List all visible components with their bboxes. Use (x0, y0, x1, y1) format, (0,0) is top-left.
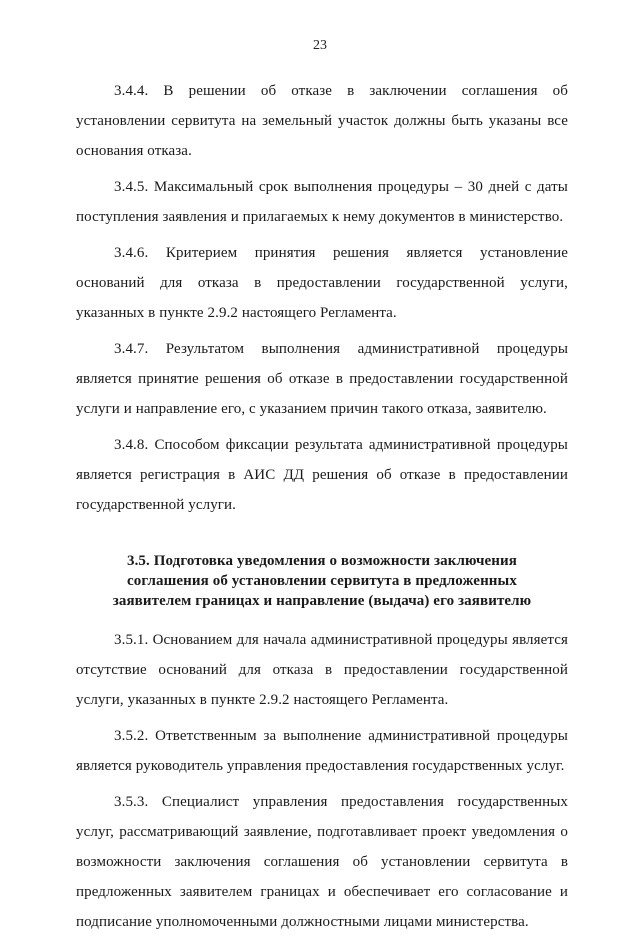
section-heading-3-5: 3.5. Подготовка уведомления о возможности заключения соглашения об установлении сервитута в предложенных заявителем границах и направление (выдача) его заявителю (112, 553, 532, 609)
page-number: 23 (313, 38, 327, 53)
paragraph-3-4-4: 3.4.4. В решении об отказе в заключении соглашения об установлении сервитута на земельный участок должны быть указаны все основания отказа. (76, 83, 568, 159)
paragraph-3-4-5: 3.4.5. Максимальный срок выполнения процедуры – 30 дней с даты поступления заявления и прилагаемых к нему документов в министерство. (76, 179, 568, 225)
paragraph-3-5-2: 3.5.2. Ответственным за выполнение административной процедуры является руководитель управления предоставления государственных услуг. (76, 728, 568, 774)
document-body (76, 76, 568, 943)
paragraph-3-4-6: 3.4.6. Критерием принятия решения является установление оснований для отказа в предоставлении государственной услуги, указанных в пункте 2.9.2 настоящего Регламента. (76, 245, 568, 321)
paragraph-3-4-7: 3.4.7. Результатом выполнения административной процедуры является принятие решения об отказе в предоставлении государственной услуги и направление его, с указанием причин такого отказа, заявителю. (76, 341, 568, 417)
paragraph-3-5-1: 3.5.1. Основанием для начала административной процедуры является отсутствие оснований для отказа в предоставлении государственной услуги, указанных в пункте 2.9.2 настоящего Регламента. (76, 632, 568, 708)
paragraph-3-5-3: 3.5.3. Специалист управления предоставления государственных услуг, рассматривающий заявление, подготавливает проект уведомления о возможности заключения соглашения об установлении сервитута в предложенных заявителем границах и обеспечивает его согласование и подписание уполномоченными должностными лицами министерства. (76, 794, 568, 930)
paragraph-3-4-8: 3.4.8. Способом фиксации результата административной процедуры является регистрация в АИС ДД решения об отказе в предоставлении государственной услуги. (76, 437, 568, 513)
